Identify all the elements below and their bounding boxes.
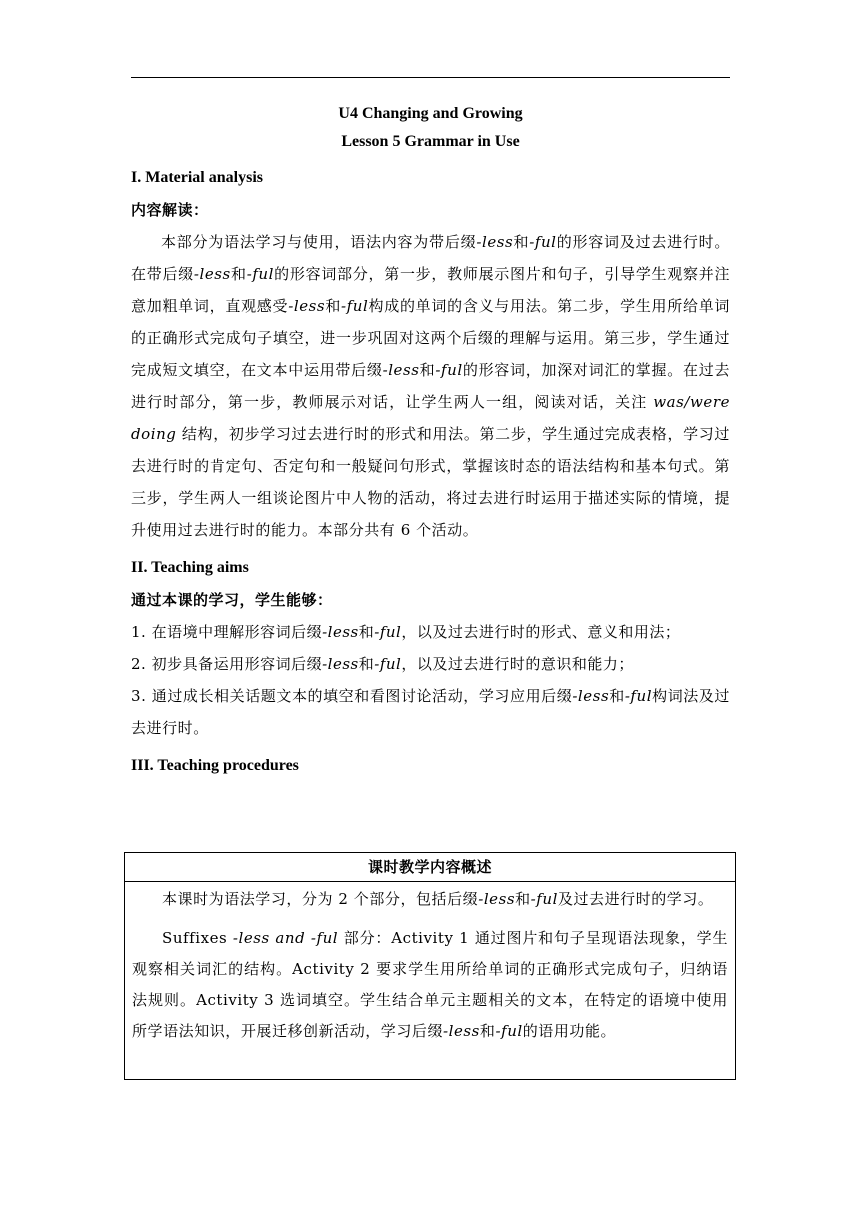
lesson-title: Lesson 5 Grammar in Use — [341, 133, 520, 150]
section-heading-material-analysis: I. Material analysis — [131, 169, 263, 186]
unit-title: U4 Changing and Growing — [338, 105, 523, 122]
section-heading-teaching-procedures: III. Teaching procedures — [131, 757, 299, 774]
section-heading-teaching-aims: II. Teaching aims — [131, 559, 249, 576]
aim-item-3: 3. 通过成长相关话题文本的填空和看图讨论活动，学习应用后缀-less和-ful构词法及过去进行时。 — [131, 687, 730, 737]
aims-intro-label: 通过本课的学习，学生能够： — [131, 591, 333, 609]
material-analysis-paragraph: 本部分为语法学习与使用，语法内容为带后缀-less和-ful的形容词及过去进行时。在带后缀-less和-ful的形容词部分，第一步，教师展示图片和句子，引导学生观察并注意加粗单词，直观感受-less和-ful构成的单词的含义与用法。第二步，学生用所给单词的正确形式完成句子填空，进一步巩固对这两个后缀的理解与运用。第三步，学生通过完成短文填空，在文本中运用带后缀-less和-ful的形容词，加深对词汇的掌握。在过去进行时部分，第一步，教师展示对话，让学生两人一组，阅读对话，关注 was/were doing 结构，初步学习过去进行时的形式和用法。第二步，学生通过完成表格，学习过去进行时的肯定句、否定句和一般疑问句形式，掌握该时态的语法结构和基本句式。第三步，学生两人一组谈论图片中人物的活动，将过去进行时运用于描述实际的情境，提升使用过去进行时的能力。本部分共有 6 个活动。 — [131, 233, 730, 539]
table-paragraph-1: 本课时为语法学习，分为 2 个部分，包括后缀-less和-ful及过去进行时的学习。 — [162, 890, 714, 908]
aim-item-1: 1. 在语境中理解形容词后缀-less和-ful，以及过去进行时的形式、意义和用法； — [131, 623, 681, 641]
aim-item-2: 2. 初步具备运用形容词后缀-less和-ful，以及过去进行时的意识和能力； — [131, 655, 634, 673]
content-interpretation-label: 内容解读： — [131, 201, 209, 219]
table-paragraph-2: Suffixes -less and -ful 部分：Activity 1 通过图片和句子呈现语法现象，学生观察相关词汇的结构。Activity 2 要求学生用所给单词的正确形式完成句子，归纳语法规则。Activity 3 选词填空。学生结合单元主题相关的文本，在特定的语境中使用所学语法知识，开展迁移创新活动，学习后缀-less和-ful的语用功能。 — [132, 929, 728, 1040]
lesson-overview-table — [124, 852, 736, 1080]
document-body — [131, 100, 730, 782]
table-body-cell — [125, 882, 735, 1047]
table-header-cell: 课时教学内容概述 — [125, 853, 735, 882]
header-rule — [131, 77, 730, 78]
